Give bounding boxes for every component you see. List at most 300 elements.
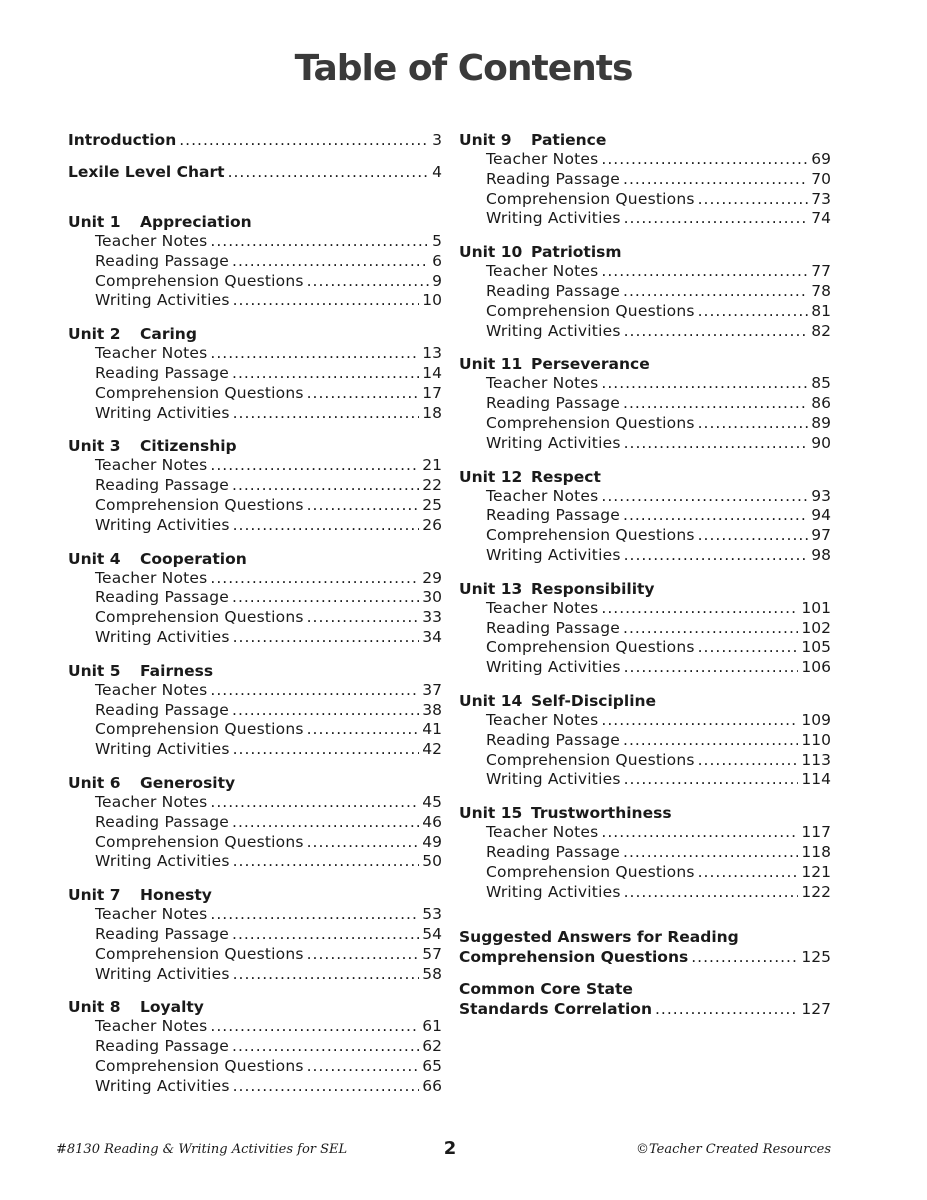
footer-copyright: ©Teacher Created Resources	[636, 1142, 831, 1157]
toc-subentry	[486, 209, 831, 229]
dot-leader	[698, 190, 809, 210]
toc-subentry	[95, 1077, 442, 1097]
toc-subentry	[486, 394, 831, 414]
unit-heading	[68, 773, 442, 793]
toc-unit	[459, 803, 831, 902]
dot-leader	[601, 711, 798, 731]
dot-leader	[601, 150, 808, 170]
subentry-label: Comprehension Questions	[95, 608, 304, 627]
dot-leader	[698, 414, 809, 434]
dot-leader	[210, 344, 419, 364]
toc-subentry	[95, 291, 442, 311]
dot-leader	[307, 384, 420, 404]
toc-subentry	[486, 731, 831, 751]
subentry-page: 25	[422, 495, 442, 514]
subentry-label: Teacher Notes	[95, 1017, 208, 1036]
unit-number: Unit 9	[459, 131, 512, 149]
toc-unit	[68, 549, 442, 648]
subentry-page: 14	[422, 363, 442, 382]
toc-subentry	[95, 476, 442, 496]
subentry-label: Comprehension Questions	[95, 944, 304, 963]
unit-number: Unit 5	[68, 661, 121, 680]
dot-leader	[307, 720, 420, 740]
dot-leader	[698, 751, 799, 771]
toc-subentry	[95, 813, 442, 833]
subentry-label: Comprehension Questions	[486, 862, 695, 881]
subentry-page: 70	[811, 169, 831, 188]
subentry-page: 81	[811, 301, 831, 320]
unit-heading	[68, 324, 442, 344]
subentry-page: 117	[801, 823, 831, 842]
dot-leader	[232, 364, 419, 384]
subentry-page: 85	[811, 374, 831, 393]
dot-leader	[624, 883, 799, 903]
dot-leader	[210, 232, 429, 252]
subentry-label: Writing Activities	[95, 740, 230, 759]
subentry-page: 106	[801, 658, 831, 677]
dot-leader	[624, 546, 809, 566]
subentry-label: Reading Passage	[486, 842, 621, 861]
subentry-page: 114	[801, 770, 831, 789]
unit-heading	[459, 467, 831, 487]
toc-subentry	[95, 404, 442, 424]
toc-entry-page: 125	[801, 948, 831, 967]
subentry-label: Writing Activities	[486, 321, 621, 340]
unit-heading	[459, 354, 831, 374]
toc-unit	[68, 324, 442, 423]
dot-leader	[624, 434, 809, 454]
subentry-page: 73	[811, 189, 831, 208]
dot-leader	[233, 1077, 420, 1097]
unit-number: Unit 7	[68, 886, 121, 905]
dot-leader	[233, 628, 420, 648]
subentry-page: 45	[422, 792, 442, 811]
toc-subentry	[486, 190, 831, 210]
subentry-label: Writing Activities	[486, 209, 621, 228]
unit-name: Fairness	[140, 661, 214, 680]
toc-subentry	[486, 282, 831, 302]
dot-leader	[601, 823, 798, 843]
unit-heading	[459, 242, 831, 262]
toc-subentry	[486, 414, 831, 434]
unit-heading	[459, 691, 831, 711]
toc-subentry	[95, 456, 442, 476]
subentry-label: Writing Activities	[95, 403, 230, 422]
unit-heading	[459, 579, 831, 599]
subentry-label: Comprehension Questions	[486, 526, 695, 545]
toc-subentry	[95, 384, 442, 404]
subentry-page: 30	[422, 588, 442, 607]
toc-subentry	[95, 833, 442, 853]
toc-subentry	[95, 701, 442, 721]
toc-subentry	[486, 262, 831, 282]
unit-number: Unit 2	[68, 325, 121, 344]
dot-leader	[233, 852, 420, 872]
toc-subentry	[95, 852, 442, 872]
toc-subentry	[95, 608, 442, 628]
subentry-page: 121	[801, 862, 831, 881]
dot-leader	[624, 658, 799, 678]
subentry-page: 113	[801, 750, 831, 769]
unit-number: Unit 4	[68, 549, 121, 568]
toc-subentry	[486, 751, 831, 771]
subentry-label: Writing Activities	[95, 1076, 230, 1095]
dot-leader	[623, 170, 808, 190]
unit-heading	[68, 436, 442, 456]
dot-leader	[307, 945, 420, 965]
toc-subentry	[95, 252, 442, 272]
dot-leader	[623, 731, 798, 751]
subentry-page: 53	[422, 905, 442, 924]
subentry-label: Reading Passage	[486, 169, 621, 188]
subentry-label: Writing Activities	[486, 658, 621, 677]
unit-name: Citizenship	[140, 437, 237, 456]
toc-subentry	[486, 599, 831, 619]
toc-subentry	[486, 546, 831, 566]
subentry-page: 86	[811, 394, 831, 413]
subentry-label: Comprehension Questions	[95, 720, 304, 739]
subentry-page: 41	[422, 720, 442, 739]
dot-leader	[307, 608, 420, 628]
toc-subentry	[486, 883, 831, 903]
toc-subentry	[95, 496, 442, 516]
toc-left-column	[68, 130, 442, 1110]
unit-heading	[68, 549, 442, 569]
subentry-label: Comprehension Questions	[95, 383, 304, 402]
subentry-page: 33	[422, 608, 442, 627]
unit-name: Self-Discipline	[531, 691, 657, 710]
unit-heading	[459, 803, 831, 823]
unit-number: Unit 13	[459, 579, 523, 598]
dot-leader	[233, 965, 420, 985]
toc-subentry	[486, 843, 831, 863]
subentry-page: 90	[811, 433, 831, 452]
dot-leader	[307, 833, 420, 853]
toc-unit	[459, 130, 831, 229]
toc-subentry	[95, 1037, 442, 1057]
subentry-label: Teacher Notes	[486, 598, 599, 617]
dot-leader	[623, 506, 808, 526]
toc-subentry	[95, 628, 442, 648]
subentry-page: 77	[811, 262, 831, 281]
subentry-label: Comprehension Questions	[95, 271, 304, 290]
subentry-page: 21	[422, 456, 442, 475]
subentry-page: 9	[432, 271, 442, 290]
subentry-label: Writing Activities	[95, 852, 230, 871]
dot-leader	[655, 999, 798, 1019]
toc-right-column	[459, 130, 831, 1019]
unit-number: Unit 8	[68, 998, 121, 1017]
dot-leader	[691, 947, 798, 967]
toc-subentry	[95, 965, 442, 985]
dot-leader	[233, 404, 420, 424]
left-units	[68, 212, 442, 1097]
subentry-label: Teacher Notes	[486, 486, 599, 505]
subentry-page: 10	[422, 291, 442, 310]
dot-leader	[210, 1017, 419, 1037]
subentry-label: Teacher Notes	[486, 262, 599, 281]
toc-subentry	[95, 516, 442, 536]
subentry-page: 94	[811, 506, 831, 525]
toc-subentry	[486, 150, 831, 170]
subentry-label: Teacher Notes	[486, 823, 599, 842]
subentry-page: 29	[422, 568, 442, 587]
unit-name: Trustworthiness	[531, 804, 672, 823]
subentry-label: Comprehension Questions	[486, 301, 695, 320]
toc-subentry	[95, 272, 442, 292]
unit-number: Unit 10	[459, 243, 523, 262]
subentry-label: Writing Activities	[95, 291, 230, 310]
subentry-label: Reading Passage	[486, 506, 621, 525]
subentry-label: Comprehension Questions	[486, 189, 695, 208]
toc-subentry	[95, 945, 442, 965]
dot-leader	[698, 526, 809, 546]
toc-subentry	[486, 638, 831, 658]
right-units	[459, 130, 831, 902]
subentry-page: 49	[422, 832, 442, 851]
subentry-label: Teacher Notes	[95, 680, 208, 699]
subentry-page: 22	[422, 476, 442, 495]
subentry-page: 102	[801, 618, 831, 637]
subentry-label: Reading Passage	[95, 588, 230, 607]
subentry-label: Comprehension Questions	[95, 832, 304, 851]
subentry-page: 105	[801, 638, 831, 657]
dot-leader	[623, 282, 808, 302]
subentry-label: Teacher Notes	[95, 568, 208, 587]
subentry-page: 54	[422, 924, 442, 943]
toc-unit	[459, 579, 831, 678]
subentry-page: 66	[422, 1076, 442, 1095]
dot-leader	[698, 302, 809, 322]
dot-leader	[623, 843, 798, 863]
dot-leader	[210, 569, 419, 589]
unit-number: Unit 6	[68, 773, 121, 792]
subentry-page: 18	[422, 403, 442, 422]
toc-subentry	[95, 1017, 442, 1037]
subentry-label: Writing Activities	[95, 627, 230, 646]
toc-unit	[68, 436, 442, 535]
subentry-label: Teacher Notes	[95, 792, 208, 811]
subentry-label: Reading Passage	[95, 1037, 230, 1056]
dot-leader	[601, 262, 808, 282]
dot-leader	[623, 394, 808, 414]
toc-subentry	[95, 232, 442, 252]
toc-subentry	[95, 681, 442, 701]
dot-leader	[232, 701, 419, 721]
dot-leader	[210, 456, 419, 476]
footer-publication: #8130 Reading & Writing Activities for SEL	[56, 1142, 348, 1157]
dot-leader	[698, 638, 799, 658]
subentry-label: Writing Activities	[95, 964, 230, 983]
toc-subentry	[95, 925, 442, 945]
subentry-page: 34	[422, 627, 442, 646]
dot-leader	[179, 130, 429, 150]
unit-heading	[68, 661, 442, 681]
subentry-page: 17	[422, 383, 442, 402]
dot-leader	[233, 291, 420, 311]
toc-unit	[68, 885, 442, 984]
unit-heading	[459, 130, 831, 150]
subentry-label: Teacher Notes	[95, 344, 208, 363]
subentry-page: 93	[811, 486, 831, 505]
subentry-page: 61	[422, 1017, 442, 1036]
toc-entry-common-core	[459, 979, 831, 1019]
subentry-page: 38	[422, 700, 442, 719]
subentry-label: Reading Passage	[486, 394, 621, 413]
dot-leader	[210, 681, 419, 701]
subentry-label: Reading Passage	[486, 730, 621, 749]
toc-entry-page: 127	[801, 1000, 831, 1019]
toc-subentry	[95, 569, 442, 589]
unit-name: Perseverance	[531, 355, 650, 374]
subentry-page: 89	[811, 413, 831, 432]
toc-unit	[68, 997, 442, 1096]
subentry-page: 98	[811, 545, 831, 564]
toc-unit	[68, 661, 442, 760]
dot-leader	[624, 322, 809, 342]
subentry-page: 46	[422, 812, 442, 831]
toc-entry-label-line1: Suggested Answers for Reading	[459, 928, 739, 947]
dot-leader	[228, 162, 430, 182]
dot-leader	[307, 1057, 420, 1077]
subentry-label: Teacher Notes	[486, 710, 599, 729]
subentry-page: 101	[801, 598, 831, 617]
dot-leader	[232, 813, 419, 833]
subentry-page: 69	[811, 150, 831, 168]
subentry-page: 57	[422, 944, 442, 963]
toc-subentry	[486, 526, 831, 546]
unit-name: Loyalty	[140, 998, 204, 1017]
unit-name: Responsibility	[531, 579, 655, 598]
subentry-page: 5	[432, 232, 442, 250]
subentry-label: Writing Activities	[486, 433, 621, 452]
subentry-page: 62	[422, 1037, 442, 1056]
toc-subentry	[486, 658, 831, 678]
unit-name: Appreciation	[140, 213, 252, 231]
unit-name: Generosity	[140, 773, 236, 792]
subentry-page: 50	[422, 852, 442, 871]
subentry-page: 109	[801, 710, 831, 729]
subentry-label: Teacher Notes	[486, 150, 599, 168]
toc-entry-label: Lexile Level Chart	[68, 163, 225, 181]
dot-leader	[210, 793, 419, 813]
dot-leader	[601, 487, 808, 507]
toc-entry-lexile	[68, 162, 442, 182]
subentry-label: Writing Activities	[486, 882, 621, 901]
subentry-page: 13	[422, 344, 442, 363]
subentry-page: 110	[801, 730, 831, 749]
dot-leader	[210, 905, 419, 925]
dot-leader	[232, 252, 429, 272]
subentry-page: 78	[811, 281, 831, 300]
subentry-label: Reading Passage	[95, 476, 230, 495]
subentry-page: 82	[811, 321, 831, 340]
toc-subentry	[486, 823, 831, 843]
dot-leader	[698, 863, 799, 883]
subentry-page: 6	[432, 251, 442, 270]
subentry-label: Writing Activities	[486, 545, 621, 564]
toc-entry-introduction	[68, 130, 442, 150]
dot-leader	[624, 209, 809, 229]
subentry-label: Reading Passage	[486, 618, 621, 637]
toc-unit	[459, 467, 831, 566]
unit-number: Unit 11	[459, 355, 523, 374]
unit-number: Unit 14	[459, 691, 523, 710]
toc-unit	[459, 354, 831, 453]
toc-subentry	[95, 740, 442, 760]
toc-subentry	[486, 487, 831, 507]
toc-unit	[459, 691, 831, 790]
dot-leader	[601, 599, 798, 619]
subentry-page: 42	[422, 740, 442, 759]
dot-leader	[623, 619, 798, 639]
dot-leader	[624, 770, 799, 790]
subentry-label: Comprehension Questions	[486, 413, 695, 432]
dot-leader	[232, 476, 419, 496]
subentry-page: 74	[811, 209, 831, 228]
dot-leader	[232, 925, 419, 945]
page-title: Table of Contents	[294, 48, 633, 89]
subentry-label: Writing Activities	[95, 515, 230, 534]
dot-leader	[233, 740, 420, 760]
subentry-label: Reading Passage	[95, 924, 230, 943]
subentry-page: 37	[422, 680, 442, 699]
unit-name: Cooperation	[140, 549, 247, 568]
toc-subentry	[486, 434, 831, 454]
toc-subentry	[486, 322, 831, 342]
subentry-label: Reading Passage	[95, 251, 230, 270]
subentry-label: Comprehension Questions	[95, 495, 304, 514]
subentry-label: Teacher Notes	[95, 232, 208, 250]
subentry-page: 65	[422, 1056, 442, 1075]
dot-leader	[232, 588, 419, 608]
toc-entry-label: Introduction	[68, 131, 177, 149]
toc-entry-label-line2: Standards Correlation	[459, 1000, 652, 1019]
footer-page-number: 2	[443, 1138, 457, 1159]
subentry-page: 58	[422, 964, 442, 983]
toc-subentry	[95, 720, 442, 740]
subentry-label: Comprehension Questions	[95, 1056, 304, 1075]
toc-unit	[459, 242, 831, 341]
unit-number: Unit 12	[459, 467, 523, 486]
subentry-page: 118	[801, 842, 831, 861]
toc-entry-page: 4	[432, 163, 442, 181]
toc-subentry	[95, 588, 442, 608]
dot-leader	[601, 374, 808, 394]
subentry-label: Comprehension Questions	[486, 750, 695, 769]
subentry-label: Writing Activities	[486, 770, 621, 789]
toc-entry-page: 3	[432, 131, 442, 149]
toc-subentry	[486, 770, 831, 790]
toc-unit	[68, 212, 442, 311]
unit-name: Honesty	[140, 886, 212, 905]
toc-entry-label-line1: Common Core State	[459, 980, 633, 999]
toc-entry-suggested-answers	[459, 927, 831, 967]
toc-unit	[68, 773, 442, 872]
subentry-label: Teacher Notes	[95, 456, 208, 475]
subentry-label: Comprehension Questions	[486, 638, 695, 657]
toc-subentry	[486, 170, 831, 190]
toc-subentry	[486, 374, 831, 394]
toc-subentry	[486, 863, 831, 883]
dot-leader	[232, 1037, 419, 1057]
unit-heading	[68, 212, 442, 232]
toc-subentry	[486, 506, 831, 526]
toc-subentry	[95, 905, 442, 925]
toc-subentry	[95, 1057, 442, 1077]
unit-heading	[68, 997, 442, 1017]
subentry-label: Teacher Notes	[486, 374, 599, 393]
